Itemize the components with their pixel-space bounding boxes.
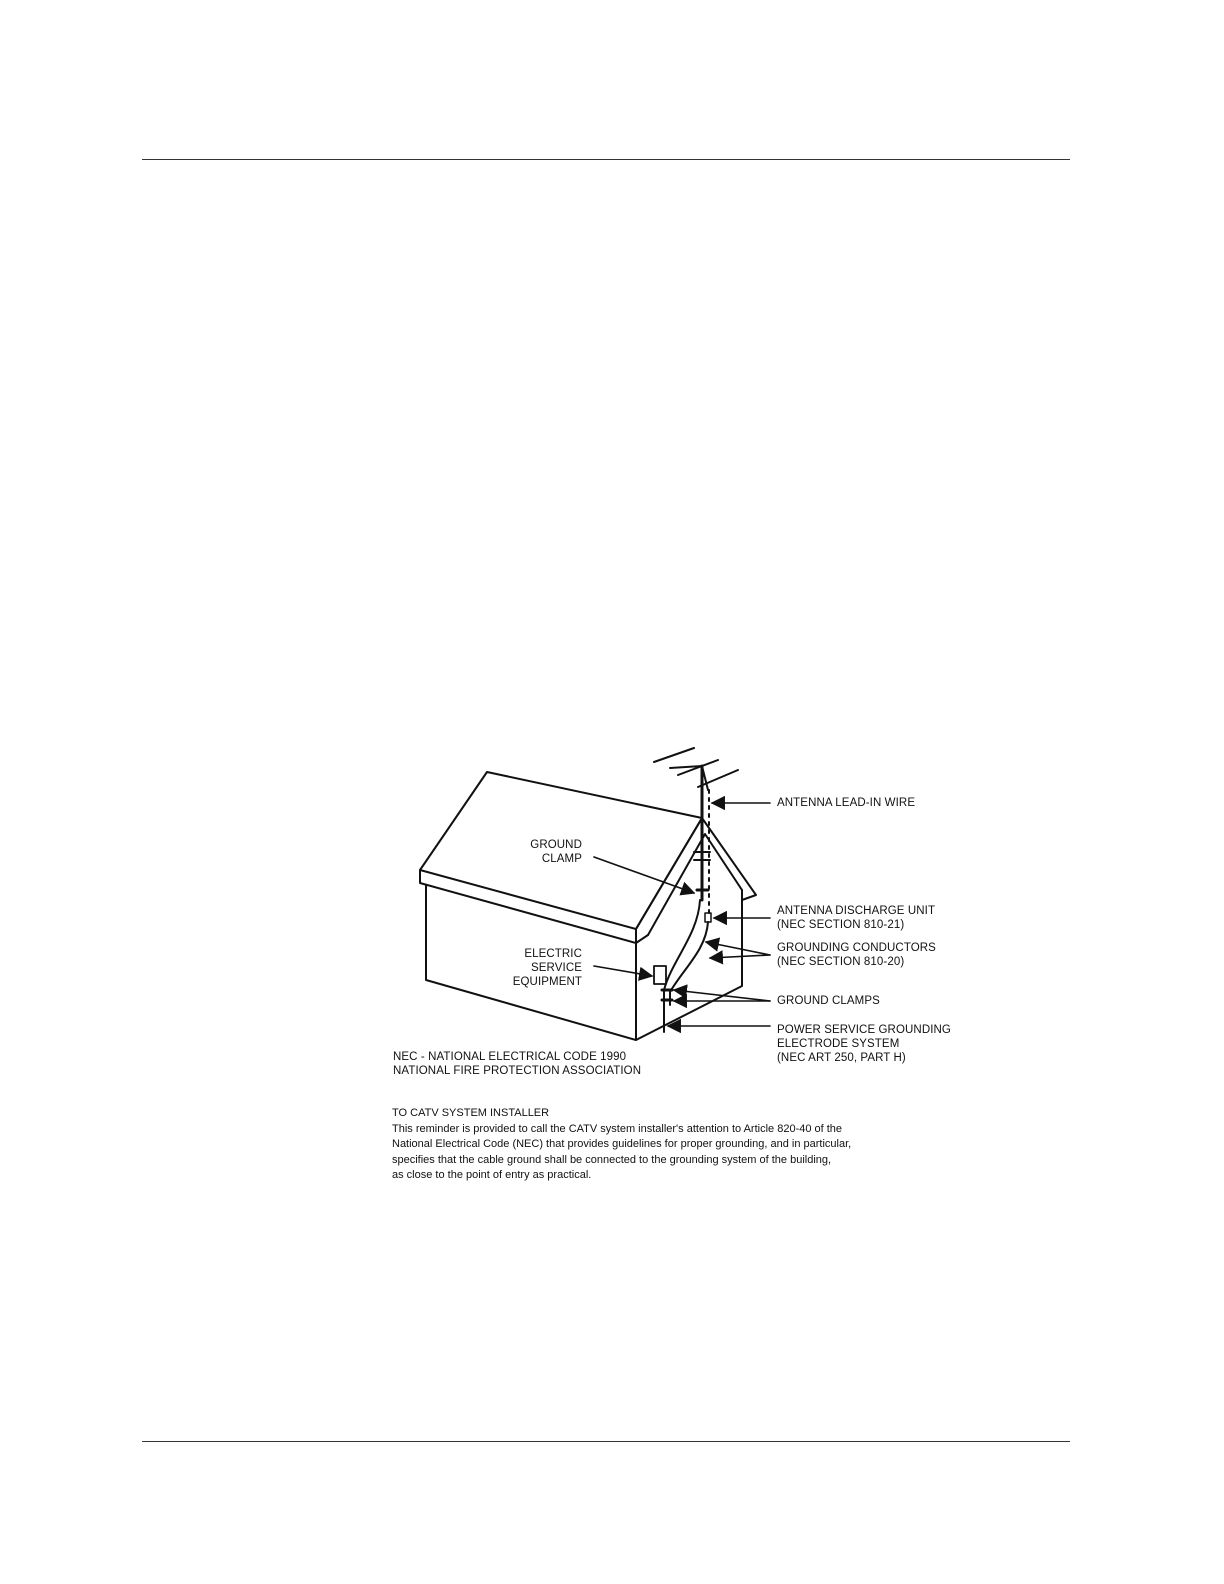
grounding-conductors <box>664 900 708 1032</box>
label-antenna-discharge-unit <box>777 904 935 932</box>
label-electric-line2: SERVICE <box>531 962 582 974</box>
antenna <box>654 748 738 915</box>
label-discharge-line2: (NEC SECTION 810-21) <box>777 919 905 931</box>
label-grounding-conductors <box>777 941 936 969</box>
label-electric-line1: ELECTRIC <box>524 948 582 960</box>
installer-note-line: This reminder is provided to call the CATV system installer's attention to Article 820-40 of the <box>392 1122 843 1135</box>
label-electric-service-equipment <box>500 947 582 989</box>
house <box>420 772 756 1040</box>
installer-note-line: as close to the point of entry as practical. <box>392 1169 592 1181</box>
label-conductors-line2: (NEC SECTION 810-20) <box>777 956 905 968</box>
label-ground-clamp <box>510 838 582 866</box>
installer-note-line: specifies that the cable ground shall be connected to the grounding system of the building, <box>392 1153 832 1166</box>
label-power-service-grounding <box>777 1023 951 1065</box>
installer-note <box>392 1106 851 1184</box>
label-power-line3: (NEC ART 250, PART H) <box>777 1052 906 1064</box>
electric-service-box <box>654 966 666 984</box>
label-discharge-line1: ANTENNA DISCHARGE UNIT <box>777 905 936 917</box>
label-ground-clamps: GROUND CLAMPS <box>777 995 880 1007</box>
label-power-line2: ELECTRODE SYSTEM <box>777 1038 900 1050</box>
label-antenna-lead-in-wire: ANTENNA LEAD-IN WIRE <box>777 797 916 809</box>
label-power-line1: POWER SERVICE GROUNDING <box>777 1024 951 1036</box>
leader-arrows <box>594 803 770 1026</box>
label-nec-line1: NEC - NATIONAL ELECTRICAL CODE 1990 <box>393 1051 627 1063</box>
discharge-unit <box>705 913 711 922</box>
installer-note-heading: TO CATV SYSTEM INSTALLER <box>392 1107 550 1119</box>
label-conductors-line1: GROUNDING CONDUCTORS <box>777 942 936 954</box>
label-ground-clamp-line2: CLAMP <box>541 853 582 865</box>
installer-note-line: National Electrical Code (NEC) that provides guidelines for proper grounding, and in particular, <box>392 1138 852 1150</box>
label-ground-clamp-line1: GROUND <box>530 839 582 851</box>
label-nec-line2: NATIONAL FIRE PROTECTION ASSOCIATION <box>393 1065 642 1077</box>
label-nec <box>393 1050 641 1078</box>
label-electric-line3: EQUIPMENT <box>512 976 582 988</box>
